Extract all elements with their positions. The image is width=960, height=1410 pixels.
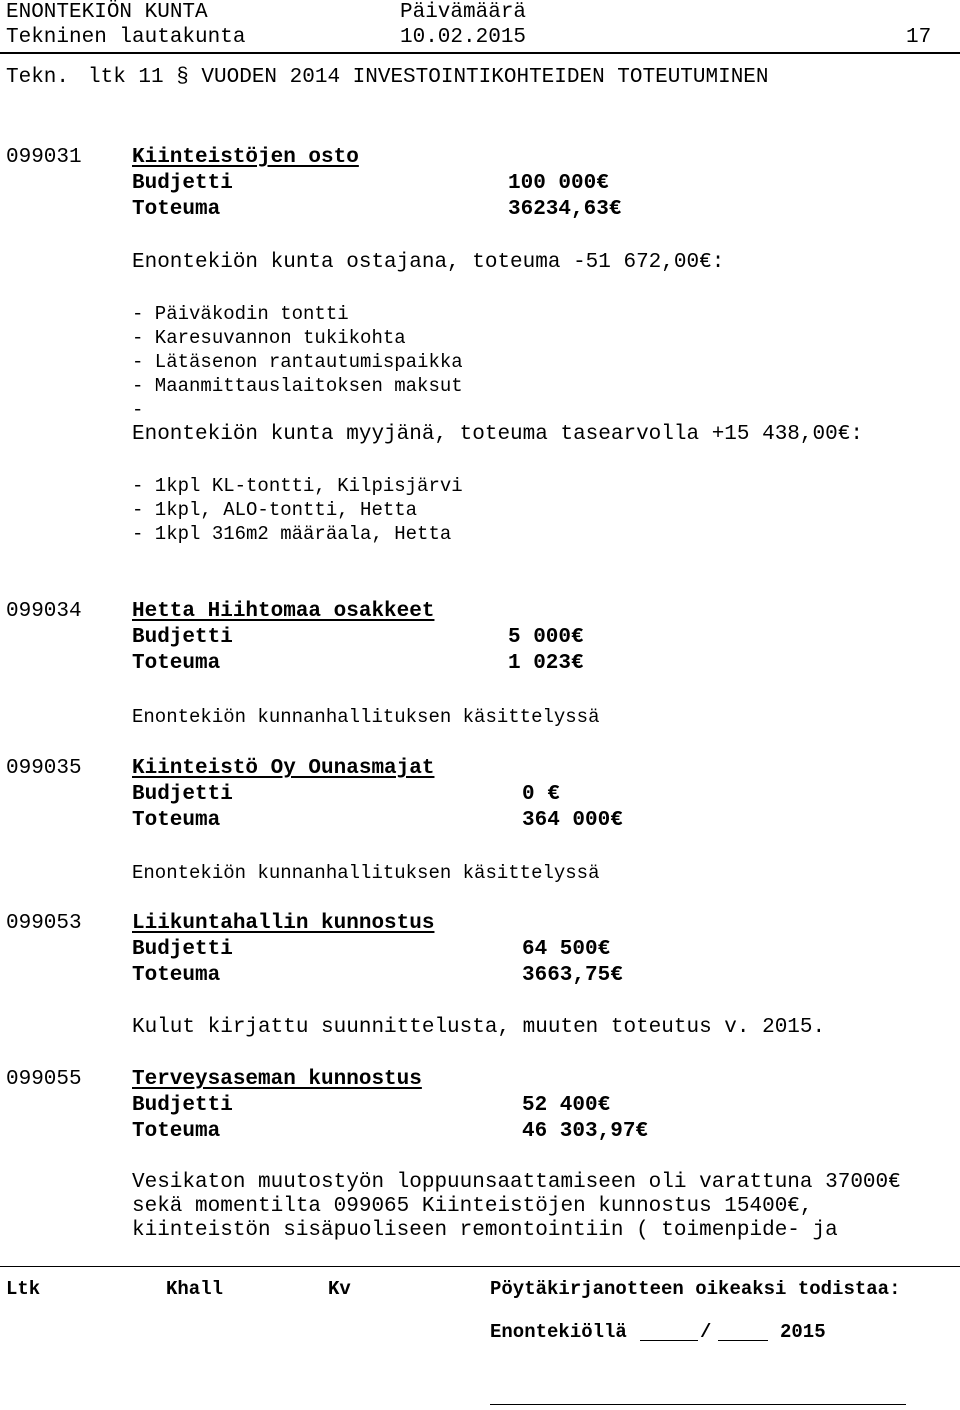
- item-note-line: sekä momentilta 099065 Kiinteistöjen kunnostus 15400€,: [132, 1195, 813, 1218]
- item-title: Liikuntahallin kunnostus: [132, 912, 435, 935]
- item-code: 099055: [6, 1068, 82, 1091]
- actual-label: Toteuma: [132, 809, 221, 832]
- actual-label: Toteuma: [132, 198, 221, 221]
- municipality-name: ENONTEKIÖN KUNTA: [6, 1, 208, 24]
- actual-value: 1 023€: [508, 652, 584, 675]
- list-item: - Karesuvannon tukikohta: [132, 327, 406, 349]
- budget-value: 52 400€: [522, 1094, 611, 1117]
- budget-label: Budjetti: [132, 172, 233, 195]
- meeting-date: 10.02.2015: [400, 26, 527, 49]
- section-title-prefix: Tekn.: [6, 66, 70, 89]
- item-note: Kulut kirjattu suunnittelusta, muuten toteutus v. 2015.: [132, 1016, 826, 1039]
- committee-name: Tekninen lautakunta: [6, 26, 246, 49]
- seller-heading: Enontekiön kunta myyjänä, toteuma tasearvolla +15 438,00€:: [132, 423, 863, 446]
- item-note-line: Vesikaton muutostyön loppuunsaattamiseen oli varattuna 37000€: [132, 1171, 901, 1194]
- budget-value: 100 000€: [508, 172, 609, 195]
- footer-place: Enontekiöllä: [490, 1321, 627, 1343]
- section-title: ltk 11 § VUODEN 2014 INVESTOINTIKOHTEIDEN TOTEUTUMINEN: [88, 66, 769, 89]
- budget-label: Budjetti: [132, 783, 233, 806]
- actual-value: 3663,75€: [522, 964, 623, 987]
- day-blank: [640, 1340, 698, 1341]
- item-title: Terveysaseman kunnostus: [132, 1068, 422, 1091]
- list-item: -: [132, 399, 144, 421]
- list-item: - 1kpl 316m2 määräala, Hetta: [132, 523, 452, 545]
- list-item: - Päiväkodin tontti: [132, 303, 349, 325]
- page-number: 17: [906, 26, 932, 49]
- list-item: - Maanmittauslaitoksen maksut: [132, 375, 463, 397]
- footer-ltk: Ltk: [6, 1278, 41, 1300]
- item-code: 099034: [6, 600, 82, 623]
- list-item: - Lätäsenon rantautumispaikka: [132, 351, 463, 373]
- item-note-line: kiinteistön sisäpuoliseen remontointiin ( toimenpide- ja: [132, 1219, 838, 1242]
- list-item: - 1kpl KL-tontti, Kilpisjärvi: [132, 475, 463, 497]
- footer-slash: /: [700, 1321, 712, 1343]
- budget-value: 0 €: [522, 783, 560, 806]
- buyer-heading: Enontekiön kunta ostajana, toteuma -51 672,00€:: [132, 251, 725, 274]
- footer-rule: [0, 1266, 960, 1267]
- actual-label: Toteuma: [132, 1120, 221, 1143]
- footer-khall: Khall: [166, 1278, 224, 1300]
- month-blank: [718, 1340, 768, 1341]
- header-rule: [0, 52, 960, 54]
- item-code: 099035: [6, 757, 82, 780]
- date-label: Päivämäärä: [400, 1, 527, 24]
- budget-label: Budjetti: [132, 938, 233, 961]
- budget-value: 64 500€: [522, 938, 611, 961]
- item-note: Enontekiön kunnanhallituksen käsittelyssä: [132, 862, 600, 884]
- list-item: - 1kpl, ALO-tontti, Hetta: [132, 499, 418, 521]
- budget-value: 5 000€: [508, 626, 584, 649]
- signature-line: [490, 1404, 906, 1405]
- actual-label: Toteuma: [132, 652, 221, 675]
- item-title: Hetta Hiihtomaa osakkeet: [132, 600, 435, 623]
- actual-value: 46 303,97€: [522, 1120, 649, 1143]
- actual-label: Toteuma: [132, 964, 221, 987]
- actual-value: 364 000€: [522, 809, 623, 832]
- item-code: 099053: [6, 912, 82, 935]
- footer-kv: Kv: [328, 1278, 351, 1300]
- budget-label: Budjetti: [132, 1094, 233, 1117]
- item-title: Kiinteistöjen osto: [132, 146, 359, 169]
- actual-value: 36234,63€: [508, 198, 622, 221]
- item-title: Kiinteistö Oy Ounasmajat: [132, 757, 435, 780]
- footer-certification: Pöytäkirjanotteen oikeaksi todistaa:: [490, 1278, 901, 1300]
- item-code: 099031: [6, 146, 82, 169]
- footer-year: 2015: [780, 1321, 826, 1343]
- budget-label: Budjetti: [132, 626, 233, 649]
- item-note: Enontekiön kunnanhallituksen käsittelyssä: [132, 706, 600, 728]
